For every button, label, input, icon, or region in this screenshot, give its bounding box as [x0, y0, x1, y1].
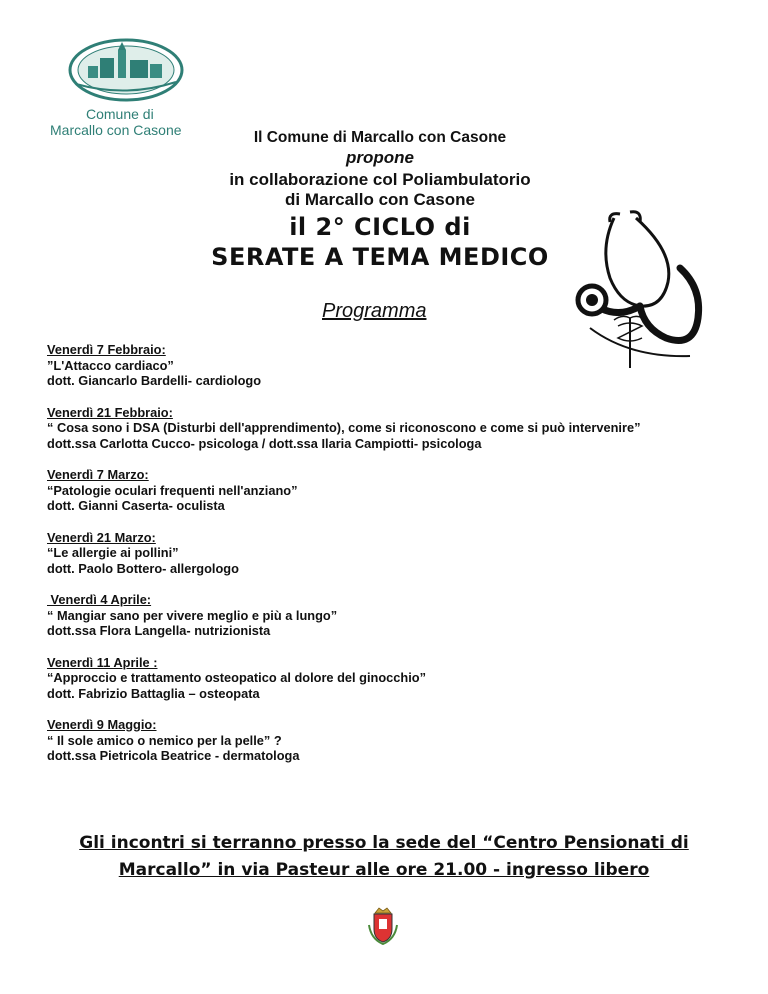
event-list [47, 342, 727, 780]
event-speaker: dott. Paolo Bottero- allergologo [47, 560, 239, 576]
town-emblem-icon [48, 28, 198, 108]
venue-note: Gli incontri si terranno presso la sede del “Centro Pensionati di Marcallo” in via Pasteur alle ore 21.00 - ingresso libero [79, 833, 689, 880]
header [150, 128, 610, 272]
event-speaker: dott. Gianni Caserta- oculista [47, 498, 225, 513]
event-speaker: dott. Fabrizio Battaglia – osteopata [47, 685, 260, 701]
list-item [47, 655, 727, 702]
list-item [47, 530, 727, 577]
event-title: “ Cosa sono i DSA (Disturbi dell'apprendimento), come si riconoscono e come si può intervenire” [47, 420, 641, 435]
event-speaker: dott.ssa Carlotta Cucco- psicologa / dott.ssa Ilaria Campiotti- psicologa [47, 435, 482, 451]
event-title: ”L'Attacco cardiaco” [47, 357, 174, 373]
header-collaboration-place: di Marcallo con Casone [285, 190, 475, 209]
event-title: “Patologie oculari frequenti nell'anziano” [47, 482, 298, 498]
event-title: “ Il sole amico o nemico per la pelle” ? [47, 732, 282, 748]
logo-line1: Comune di [86, 106, 154, 122]
event-speaker: dott.ssa Flora Langella- nutrizionista [47, 623, 271, 638]
programma-heading: Programma [322, 300, 427, 322]
list-item [47, 467, 727, 514]
event-speaker: dott.ssa Pietricola Beatrice - dermatologa [47, 748, 300, 763]
list-item [47, 592, 727, 639]
list-item [47, 405, 727, 452]
list-item [47, 342, 727, 389]
event-date: Venerdì 21 Febbraio: [47, 404, 173, 420]
header-propone: propone [346, 148, 414, 167]
event-title: “Le allergie ai pollini” [47, 545, 179, 560]
headline-cycle: il 2° CICLO di [289, 213, 471, 241]
list-item [47, 717, 727, 764]
coat-of-arms-icon [365, 905, 401, 945]
event-date: Venerdì 7 Marzo: [47, 467, 149, 482]
header-collaboration: in collaborazione col Poliambulatorio [229, 170, 531, 189]
event-title: “ Mangiar sano per vivere meglio e più a lungo” [47, 607, 338, 623]
event-date: Venerdì 7 Febbraio: [47, 342, 166, 357]
logo-line2: Marcallo con Casone [50, 122, 182, 138]
event-date: Venerdì 21 Marzo: [47, 529, 156, 545]
event-date: Venerdì 9 Maggio: [47, 717, 157, 732]
event-title: “Approccio e trattamento osteopatico al dolore del ginocchio” [47, 670, 426, 685]
event-speaker: dott. Giancarlo Bardelli- cardiologo [47, 373, 262, 388]
headline-title: SERATE A TEMA MEDICO [211, 243, 549, 271]
municipality-logo [48, 28, 208, 138]
event-date: Venerdì 4 Aprile: [47, 592, 152, 607]
event-date: Venerdì 11 Aprile : [47, 654, 158, 670]
header-organizer: Il Comune di Marcallo con Casone [253, 129, 507, 146]
